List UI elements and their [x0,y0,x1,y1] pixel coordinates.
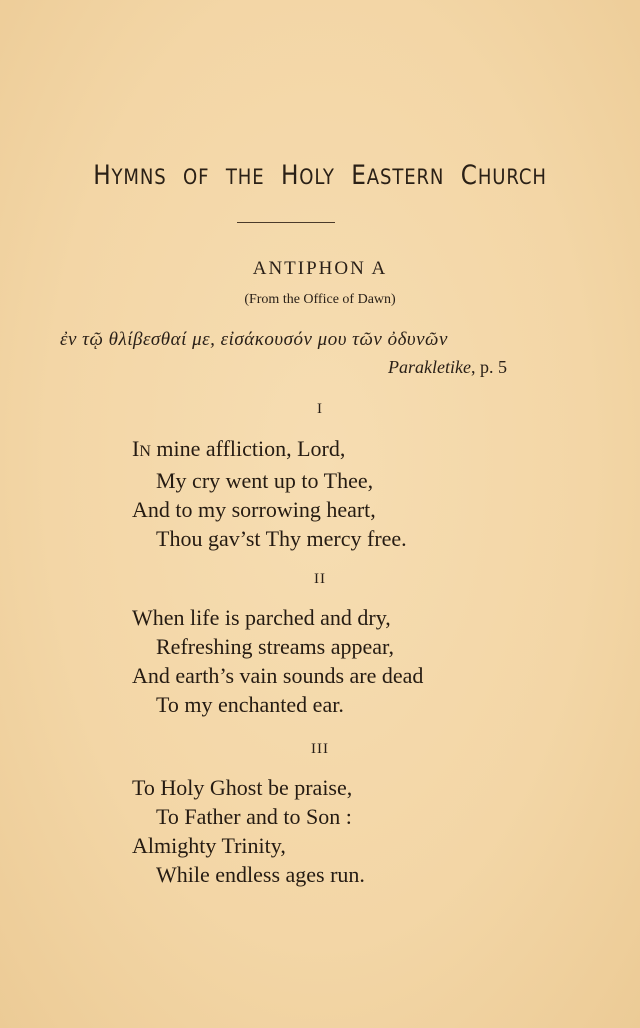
running-head-word: OF [183,165,210,189]
verse-line: While endless ages run. [156,862,365,887]
verse-line: Thou gav’st Thy mercy free. [156,526,407,551]
stanza-numeral: III [311,741,329,757]
stanza-numeral: I [317,401,323,417]
greek-incipit: ἐν τῷ θλίβεσθαί με, εἰσάκουσόν μου τῶν ὀδυνῶν [60,329,448,350]
decorative-rule [237,222,335,223]
running-head-word: THE [225,165,265,189]
verse-line: IN mine affliction, Lord, [132,436,346,461]
stanza-numeral: II [314,571,326,587]
verse-line: To Holy Ghost be praise, [132,775,353,800]
verse-line: To Father and to Son : [156,804,352,829]
stanza [132,603,423,719]
verse-line: Almighty Trinity, [132,833,286,858]
source-page: , p. 5 [471,357,507,377]
verse-line: My cry went up to Thee, [156,468,374,493]
verse-line: To my enchanted ear. [156,692,344,717]
source-citation [388,357,507,378]
running-head-word: HOLY [280,160,335,191]
hymn-title: ANTIPHON A [252,258,388,279]
verse-line: Refreshing streams appear, [156,634,394,659]
hymn-subtitle: (From the Office of Dawn) [244,292,396,307]
stanza [132,434,407,553]
source-work: Parakletike [388,357,471,377]
running-head [45,160,595,191]
running-head-word: CHURCH [460,160,547,191]
verse-line: And earth’s vain sounds are dead [132,663,424,688]
running-head-word: EASTERN [351,160,445,191]
verse-line: When life is parched and dry, [132,605,391,630]
stanza [132,773,365,889]
running-head-word: HYMNS [93,160,167,191]
verse-line: And to my sorrowing heart, [132,497,376,522]
